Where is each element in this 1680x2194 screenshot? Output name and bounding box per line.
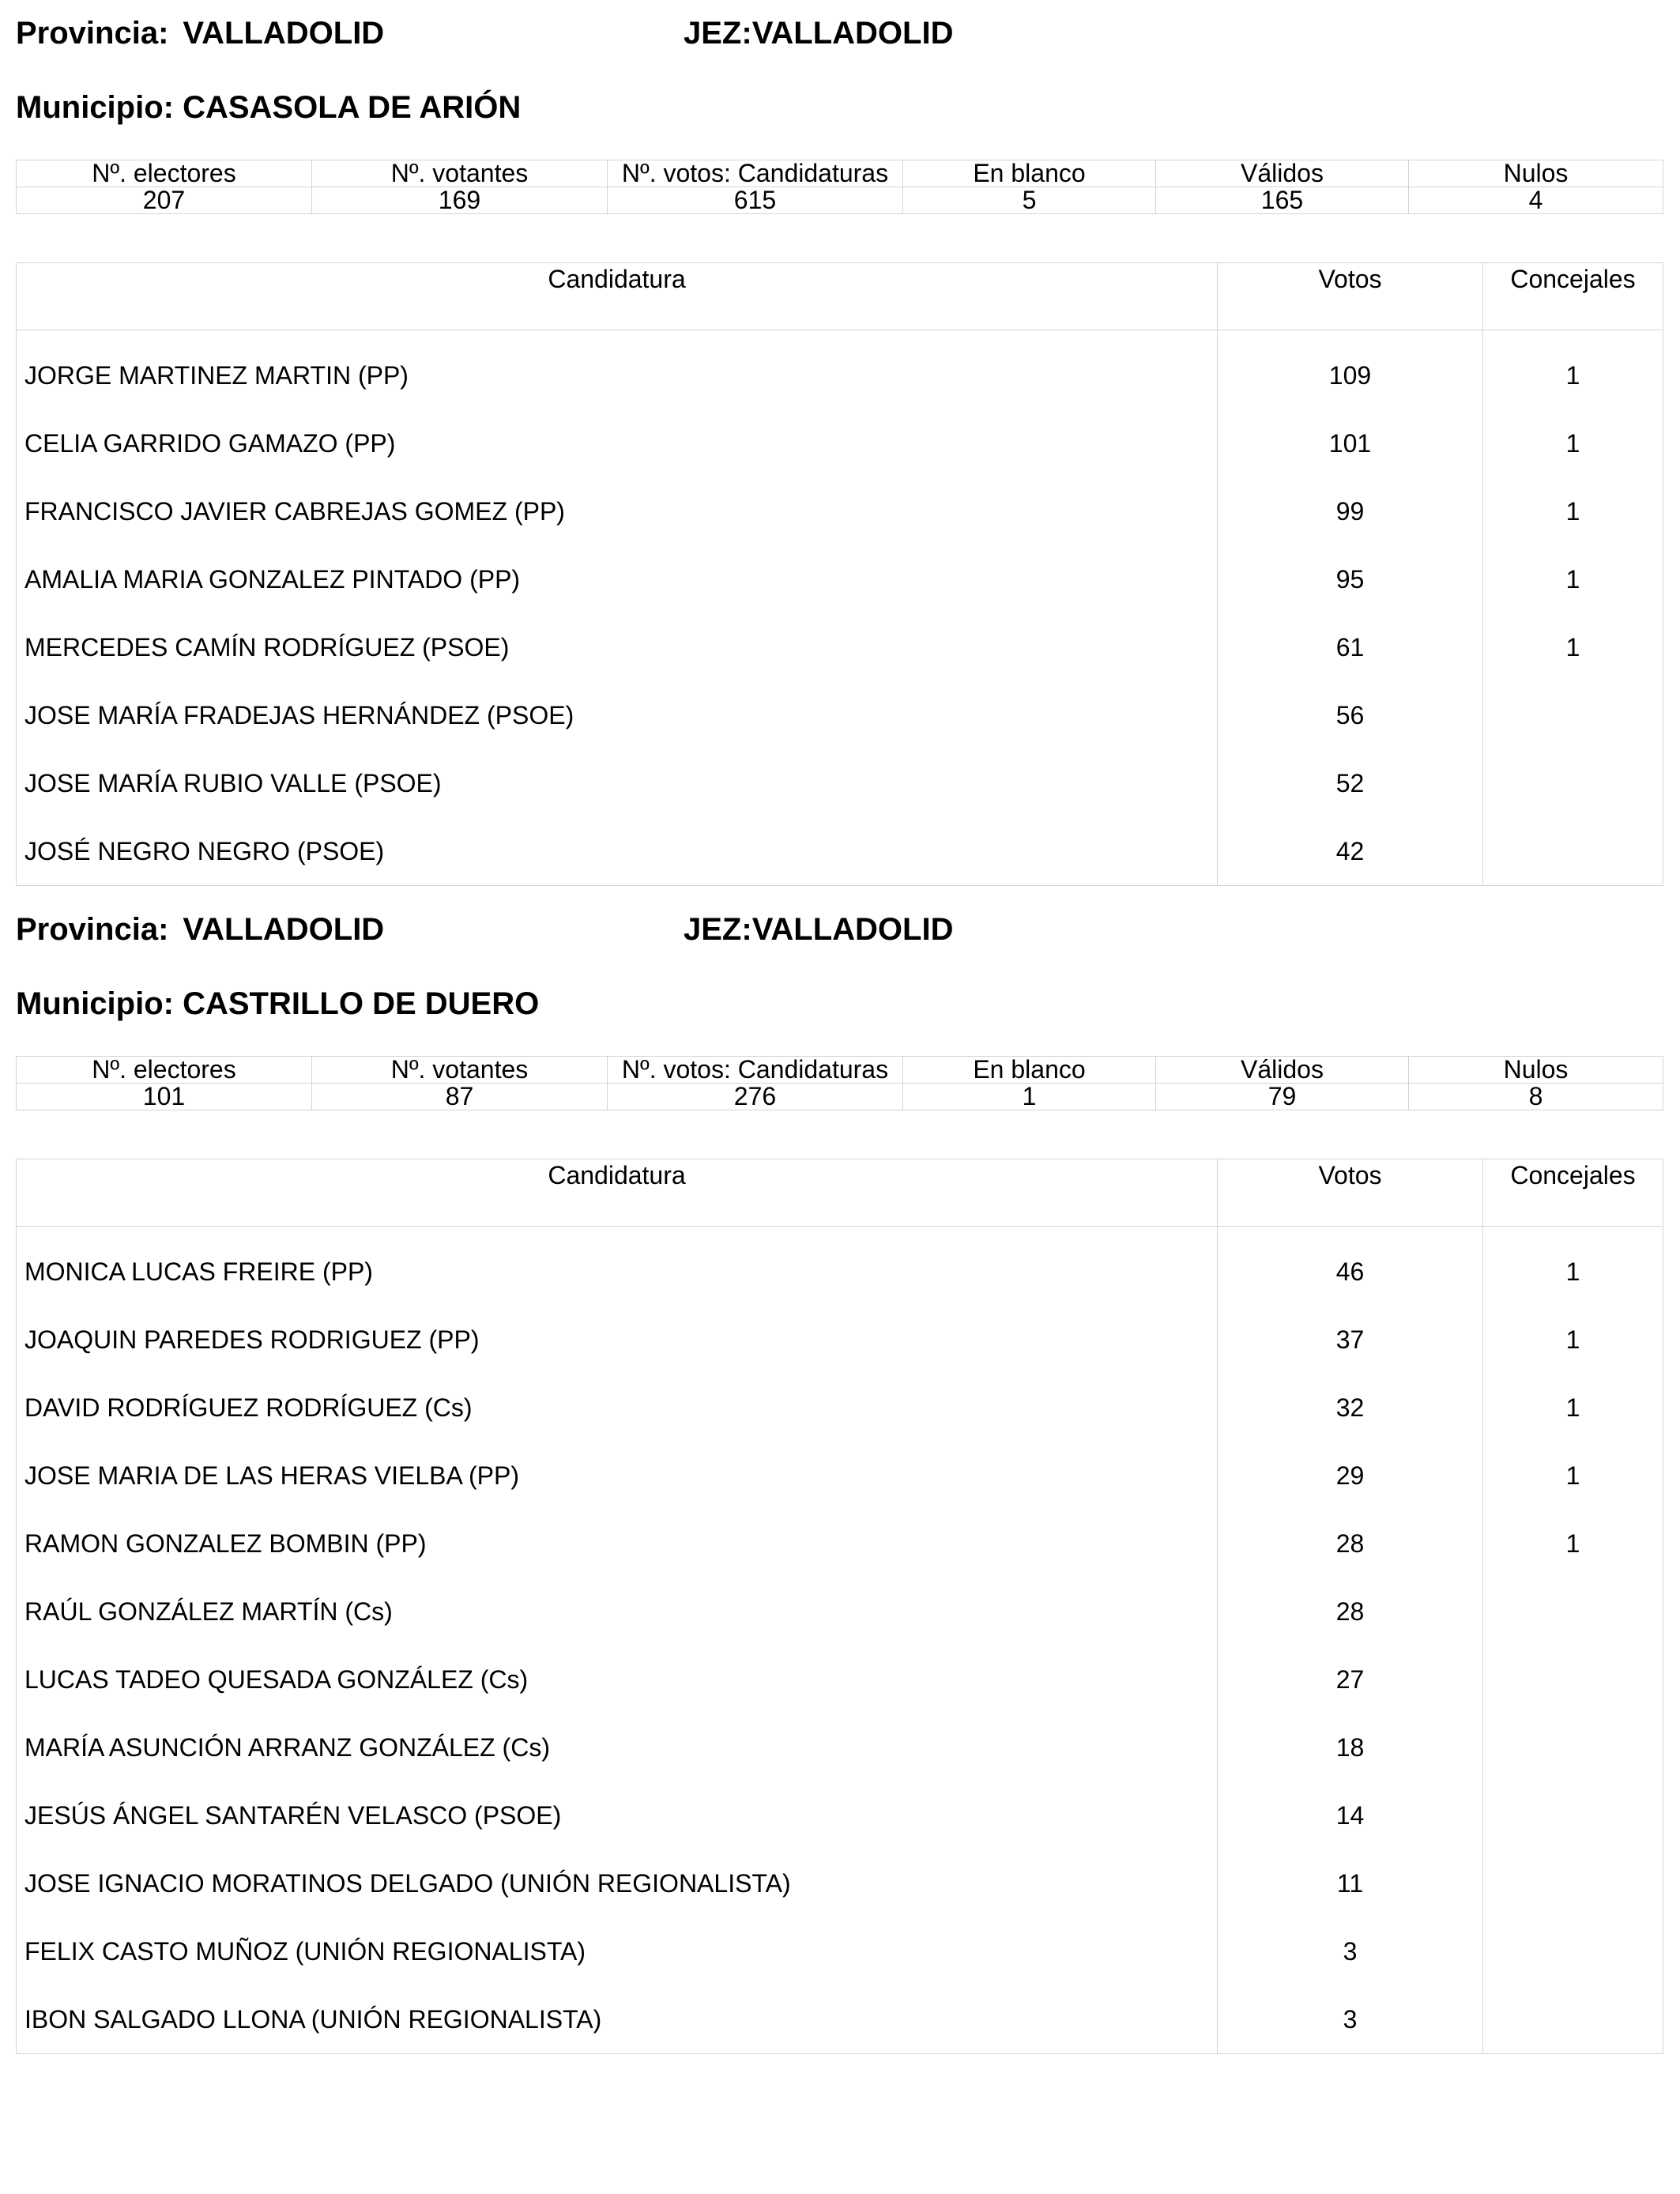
table-row [17,1227,1663,1306]
municipality-section-casasola [16,0,1663,877]
candidate-concejales [1483,1917,1663,1985]
candidate-concejales [1483,1985,1663,2054]
provincia-value: VALLADOLID [183,16,385,51]
municipio-line [16,90,521,126]
jez-line [684,912,953,948]
table-row [17,1306,1663,1374]
provincia-line [16,912,384,948]
candidate-concejales: 1 [1565,1325,1580,1354]
candidate-concejales: 1 [1565,1257,1580,1286]
stats-header-en-blanco: En blanco [903,160,1156,187]
candidate-name: RAÚL GONZÁLEZ MARTÍN (Cs) [17,1578,1218,1646]
table-row [17,1442,1663,1510]
candidates-header-row [17,263,1663,330]
table-row [17,1646,1663,1713]
candidate-name: JOSE MARIA DE LAS HERAS VIELBA (PP) [17,1442,1218,1510]
candidate-votos: 56 [1218,681,1483,749]
table-row [17,1985,1663,2054]
candidate-votos: 37 [1218,1306,1483,1374]
stats-value-electores: 207 [17,187,312,214]
stats-value-row [17,187,1663,214]
stats-value-votantes: 169 [312,187,608,214]
candidate-votos: 29 [1218,1442,1483,1510]
stats-header-votantes: Nº. votantes [312,1057,608,1084]
provincia-line [16,16,384,51]
candidate-concejales [1483,817,1663,886]
stats-value-votos-candidaturas: 276 [608,1084,903,1110]
candidate-concejales: 1 [1565,632,1580,662]
candidate-votos: 46 [1218,1227,1483,1306]
candidate-votos: 27 [1218,1646,1483,1713]
header-candidatura: Candidatura [17,263,1218,330]
candidate-concejales: 1 [1565,1529,1580,1558]
jez-value: VALLADOLID [751,912,954,947]
candidate-votos: 109 [1218,330,1483,410]
municipality-section-castrillo [16,896,1663,2066]
provincia-value: VALLADOLID [183,912,385,947]
stats-header-electores: Nº. electores [17,160,312,187]
candidate-name: CELIA GARRIDO GAMAZO (PP) [17,409,1218,477]
candidate-name: MONICA LUCAS FREIRE (PP) [17,1227,1218,1306]
stats-header-votos-candidaturas: Nº. votos: Candidaturas [608,1057,903,1084]
stats-header-validos: Válidos [1156,160,1409,187]
candidate-name: JOSÉ NEGRO NEGRO (PSOE) [17,817,1218,886]
candidate-concejales [1483,1781,1663,1849]
candidate-votos: 18 [1218,1713,1483,1781]
table-row [17,477,1663,545]
candidate-concejales [1483,1713,1663,1781]
stats-value-votos-candidaturas: 615 [608,187,903,214]
municipio-value: CASASOLA DE ARIÓN [183,90,522,125]
stats-header-electores: Nº. electores [17,1057,312,1084]
candidate-votos: 3 [1218,1985,1483,2054]
stats-value-validos: 165 [1156,187,1409,214]
candidate-concejales: 1 [1565,1461,1580,1490]
table-row [17,330,1663,410]
stats-value-electores: 101 [17,1084,312,1110]
table-row [17,545,1663,613]
candidates-header-row [17,1159,1663,1227]
jez-line [684,16,953,51]
jez-value: VALLADOLID [751,16,954,51]
candidate-name: AMALIA MARIA GONZALEZ PINTADO (PP) [17,545,1218,613]
table-row [17,817,1663,886]
table-row [17,1917,1663,1985]
candidate-votos: 52 [1218,749,1483,817]
jez-label: JEZ: [684,16,752,51]
stats-value-row [17,1084,1663,1110]
table-row [17,1781,1663,1849]
candidate-votos: 14 [1218,1781,1483,1849]
municipio-line [16,986,539,1022]
candidate-votos: 101 [1218,409,1483,477]
candidate-name: JOAQUIN PAREDES RODRIGUEZ (PP) [17,1306,1218,1374]
candidate-concejales [1483,681,1663,749]
candidate-votos: 11 [1218,1849,1483,1917]
candidate-votos: 42 [1218,817,1483,886]
header-candidatura: Candidatura [17,1159,1218,1227]
candidate-name: JOSE IGNACIO MORATINOS DELGADO (UNIÓN REGIONALISTA) [17,1849,1218,1917]
stats-value-nulos: 4 [1409,187,1663,214]
municipio-label: Municipio: [16,90,174,125]
stats-header-row [17,1057,1663,1084]
candidate-name: LUCAS TADEO QUESADA GONZÁLEZ (Cs) [17,1646,1218,1713]
candidate-votos: 99 [1218,477,1483,545]
candidate-concejales: 1 [1565,564,1580,594]
stats-header-votantes: Nº. votantes [312,160,608,187]
candidate-name: FELIX CASTO MUÑOZ (UNIÓN REGIONALISTA) [17,1917,1218,1985]
candidate-votos: 28 [1218,1510,1483,1578]
table-row [17,749,1663,817]
header-concejales: Concejales [1483,263,1663,330]
candidate-concejales [1483,1578,1663,1646]
municipio-value: CASTRILLO DE DUERO [183,986,540,1021]
table-row [17,613,1663,681]
candidate-votos: 61 [1218,613,1483,681]
candidate-name: JOSE MARÍA FRADEJAS HERNÁNDEZ (PSOE) [17,681,1218,749]
candidate-concejales: 1 [1565,428,1580,458]
candidate-concejales [1483,749,1663,817]
stats-value-validos: 79 [1156,1084,1409,1110]
stats-value-votantes: 87 [312,1084,608,1110]
stats-header-votos-candidaturas: Nº. votos: Candidaturas [608,160,903,187]
stats-header-validos: Válidos [1156,1057,1409,1084]
candidate-concejales: 1 [1565,360,1580,390]
stats-header-nulos: Nulos [1409,1057,1663,1084]
candidate-concejales [1483,1646,1663,1713]
stats-value-en-blanco: 1 [903,1084,1156,1110]
stats-header-nulos: Nulos [1409,160,1663,187]
candidate-name: JORGE MARTINEZ MARTIN (PP) [17,330,1218,410]
candidate-votos: 3 [1218,1917,1483,1985]
candidate-votos: 95 [1218,545,1483,613]
candidate-name: JESÚS ÁNGEL SANTARÉN VELASCO (PSOE) [17,1781,1218,1849]
table-row [17,409,1663,477]
candidate-name: IBON SALGADO LLONA (UNIÓN REGIONALISTA) [17,1985,1218,2054]
candidates-table [16,1159,1663,2054]
candidate-name: DAVID RODRÍGUEZ RODRÍGUEZ (Cs) [17,1374,1218,1442]
table-row [17,1510,1663,1578]
provincia-label: Provincia: [16,16,169,51]
candidate-votos: 32 [1218,1374,1483,1442]
candidate-concejales: 1 [1565,1393,1580,1422]
candidate-votos: 28 [1218,1578,1483,1646]
table-row [17,1849,1663,1917]
provincia-label: Provincia: [16,912,169,947]
header-votos: Votos [1218,1159,1483,1227]
header-votos: Votos [1218,263,1483,330]
candidate-concejales [1483,1849,1663,1917]
table-row [17,1578,1663,1646]
candidate-name: FRANCISCO JAVIER CABREJAS GOMEZ (PP) [17,477,1218,545]
stats-header-row [17,160,1663,187]
candidate-name: MARÍA ASUNCIÓN ARRANZ GONZÁLEZ (Cs) [17,1713,1218,1781]
stats-table [16,160,1663,214]
candidates-table [16,262,1663,886]
header-concejales: Concejales [1483,1159,1663,1227]
candidate-concejales: 1 [1565,496,1580,526]
stats-value-en-blanco: 5 [903,187,1156,214]
stats-table [16,1056,1663,1110]
municipio-label: Municipio: [16,986,174,1021]
candidate-name: MERCEDES CAMÍN RODRÍGUEZ (PSOE) [17,613,1218,681]
candidate-name: JOSE MARÍA RUBIO VALLE (PSOE) [17,749,1218,817]
table-row [17,1374,1663,1442]
table-row [17,681,1663,749]
candidate-name: RAMON GONZALEZ BOMBIN (PP) [17,1510,1218,1578]
stats-header-en-blanco: En blanco [903,1057,1156,1084]
stats-value-nulos: 8 [1409,1084,1663,1110]
jez-label: JEZ: [684,912,752,947]
table-row [17,1713,1663,1781]
